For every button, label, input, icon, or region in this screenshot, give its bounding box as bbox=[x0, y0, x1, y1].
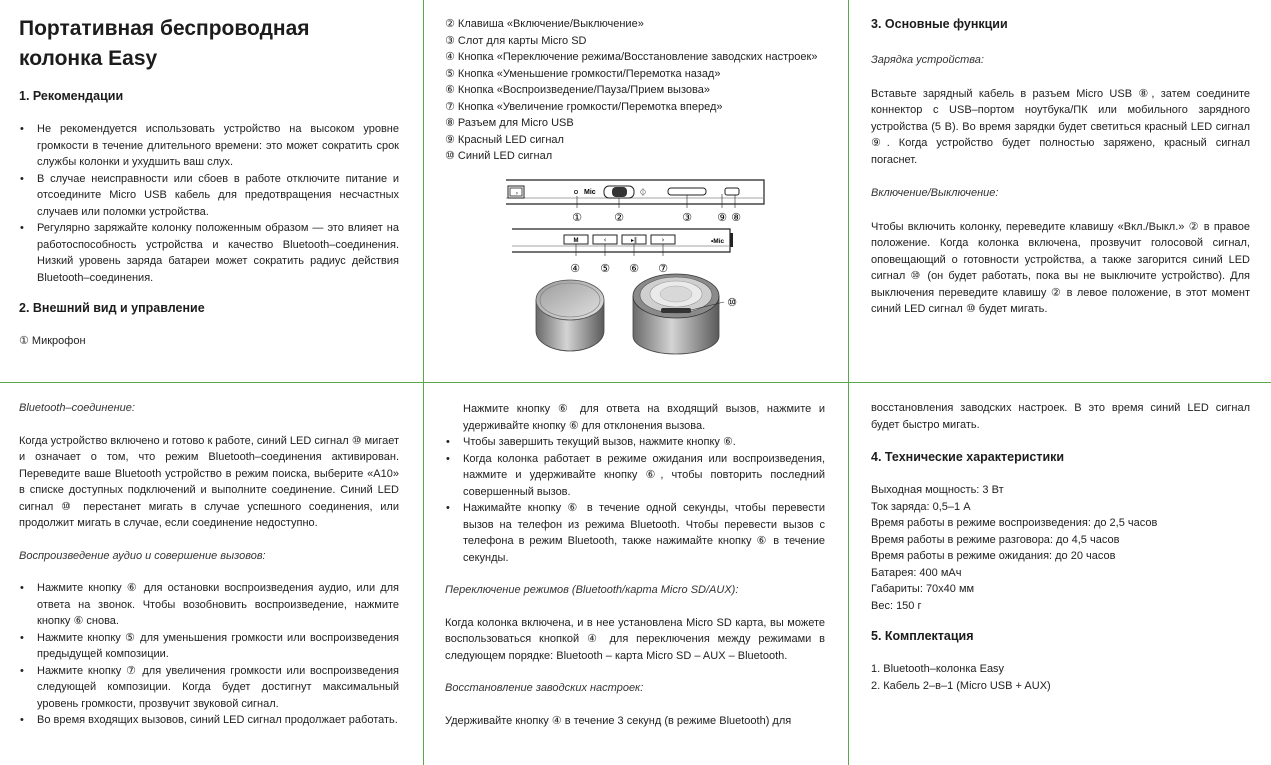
mic-label: Mic bbox=[584, 189, 596, 196]
callout-10: ⑩ bbox=[727, 296, 737, 309]
speaker-side-image bbox=[536, 280, 604, 351]
section-2-heading: 2. Внешний вид и управление bbox=[19, 301, 205, 315]
list-item: Габариты: 70х40 мм bbox=[871, 583, 975, 595]
callout-8: ⑧ bbox=[731, 211, 741, 224]
list-item: • Когда колонка работает в режиме ожидания или воспроизведения, нажмите и удерживайте кнопку ⑥, чтобы повторить последний совершенный вызов. bbox=[445, 451, 825, 501]
list-item: ⑤ Кнопка «Уменьшение громкости/Перемотка назад» bbox=[445, 67, 721, 80]
calls-list bbox=[445, 434, 825, 566]
callout-7: ⑦ bbox=[658, 262, 668, 275]
list-item: ④ Кнопка «Переключение режима/Восстановление заводских настроек» bbox=[445, 51, 818, 63]
btn-m-label: M bbox=[573, 238, 579, 244]
recommendations-list bbox=[19, 121, 399, 286]
charging-text: Вставьте зарядный кабель в разъем Micro USB ⑧, затем соедините коннектор с USB–портом ноутбука/ПК или мобильного зарядного устройства (5 В). Во время зарядки будет светиться красный LED сигнал ⑨. Когда устройство будет полностью заряжено, красный сигнал погаснет. bbox=[871, 87, 1250, 166]
mode-text: Когда колонка включена, и в нее установлена Micro SD карта, вы можете воспользоваться кнопкой ④ для переключения между режимами в следующем порядке: Bluetooth – карта Micro SD – AUX – Bluetooth. bbox=[445, 616, 825, 662]
reset-text: Удерживайте кнопку ④ в течение 3 секунд (в режиме Bluetooth) для bbox=[445, 714, 792, 727]
svg-text:‹: ‹ bbox=[603, 236, 607, 244]
section-5-heading: 5. Комплектация bbox=[871, 629, 974, 643]
section-1-heading: 1. Рекомендации bbox=[19, 89, 124, 103]
callout-3: ③ bbox=[682, 211, 692, 224]
list-item: • Нажмите кнопку ⑥ для остановки воспроизведения аудио, или для ответа на звонок. Чтобы возобновить воспроизведение, нажмите кнопку ⑥ снова. bbox=[19, 580, 399, 630]
list-item: ③ Слот для карты Micro SD bbox=[445, 34, 587, 47]
section-3-heading: 3. Основные функции bbox=[871, 17, 1008, 31]
list-item: ⑩ Синий LED сигнал bbox=[445, 150, 553, 162]
speaker-diagram bbox=[498, 176, 788, 366]
callout-2: ② bbox=[614, 211, 624, 224]
panel-col3-bottom bbox=[871, 400, 1250, 694]
callout-4: ④ bbox=[570, 262, 580, 275]
list-item: ⑧ Разъем для Micro USB bbox=[445, 117, 574, 129]
list-item: • Регулярно заряжайте колонку положенным образом — это влияет на работоспособность устройства и качество Bluetooth–соединения. Низкий уровень заряда батареи может сократить радиус действия Bluetooth–соединения. bbox=[19, 220, 399, 286]
components-list bbox=[445, 16, 835, 165]
reset-continued-text: восстановления заводских настроек. В это время синий LED сигнал будет быстро мигать. bbox=[871, 402, 1250, 431]
kit-list bbox=[871, 661, 1250, 694]
panel-col3-top bbox=[871, 16, 1250, 318]
bluetooth-heading: Bluetooth–соединение: bbox=[19, 402, 135, 414]
speaker-top-image bbox=[633, 274, 737, 354]
callout-1: ① bbox=[572, 211, 582, 224]
panel-col2-bottom bbox=[445, 401, 825, 729]
reset-heading: Восстановление заводских настроек: bbox=[445, 682, 644, 694]
list-item: ② Клавиша «Включение/Выключение» bbox=[445, 18, 644, 30]
panel-col2-top bbox=[445, 16, 835, 165]
svg-text:›: › bbox=[661, 236, 665, 244]
charging-heading: Зарядка устройства: bbox=[871, 54, 984, 66]
top-view bbox=[506, 180, 764, 224]
list-item: 2. Кабель 2–в–1 (Micro USB + AUX) bbox=[871, 679, 1051, 692]
list-item: Выходная мощность: 3 Вт bbox=[871, 484, 1004, 496]
panel-col1-bottom bbox=[19, 400, 399, 729]
callout-5: ⑤ bbox=[600, 262, 610, 275]
list-item: Батарея: 400 мАч bbox=[871, 566, 962, 579]
list-item: • Нажимайте кнопку ⑥ в течение одной секунды, чтобы перевести вызов на телефон из режима Bluetooth. Чтобы перевести вызов с телефона в режим Bluetooth, также нажимайте кнопку ⑥ в течение секунды. bbox=[445, 500, 825, 566]
list-item: Время работы в режиме ожидания: до 20 часов bbox=[871, 550, 1116, 562]
page-title bbox=[19, 14, 399, 74]
playback-list bbox=[19, 580, 399, 729]
mic-label-bottom: •Mic bbox=[711, 238, 725, 245]
power-heading: Включение/Выключение: bbox=[871, 187, 999, 199]
list-item: • Не рекомендуется использовать устройство на высоком уровне громкости в течение длительного времени: это может сократить срок службы колонки и ухудшить ваш слух. bbox=[19, 121, 399, 171]
power-text: Чтобы включить колонку, переведите клавишу «Вкл./Выкл.» ② в правое положение. Когда колонка включена, прозвучит голосовой сигнал, оповещающий о готовности устройства, а также загорится синий LED сигнал ⑩ (он будет работать, пока вы не выключите устройство). Для выключения переведите клавишу ② в левое положение, в этот момент синий LED сигнал ⑩ будет мигать. bbox=[871, 220, 1250, 315]
list-item: Время работы в режиме воспроизведения: до 2,5 часов bbox=[871, 517, 1158, 529]
bottom-view bbox=[512, 229, 733, 275]
playback-heading: Воспроизведение аудио и совершение вызовов: bbox=[19, 549, 266, 562]
list-item: ⑥ Кнопка «Воспроизведение/Пауза/Прием вызова» bbox=[445, 84, 710, 96]
list-item: ⑨ Красный LED сигнал bbox=[445, 133, 564, 146]
answer-call-text: Нажмите кнопку ⑥ для ответа на входящий вызов, нажмите и удерживайте кнопку ⑥ для отклонения вызова. bbox=[463, 403, 825, 432]
svg-text:▸‖: ▸‖ bbox=[630, 237, 638, 244]
svg-text:⏀: ⏀ bbox=[639, 188, 647, 197]
specs-list bbox=[871, 482, 1250, 614]
divider-horizontal bbox=[0, 382, 1271, 383]
list-item: • Нажмите кнопку ⑤ для уменьшения громкости или воспроизведения предыдущей композиции. bbox=[19, 630, 399, 663]
page-title-line2: колонка Easy bbox=[19, 47, 158, 70]
section-4-heading: 4. Технические характеристики bbox=[871, 450, 1065, 464]
list-item: • Чтобы завершить текущий вызов, нажмите кнопку ⑥. bbox=[445, 434, 825, 451]
component-microphone: ① Микрофон bbox=[19, 335, 86, 347]
list-item: Время работы в режиме разговора: до 4,5 часов bbox=[871, 533, 1120, 546]
list-item: • Нажмите кнопку ⑦ для увеличения громкости или воспроизведения следующей композиции. Когда будет достигнут максимальный уровень громкости, прозвучит звуковой сигнал. bbox=[19, 663, 399, 713]
bluetooth-text: Когда устройство включено и готово к работе, синий LED сигнал ⑩ мигает и означает о том, что режим Bluetooth–соединения активирован. Переведите ваше Bluetooth устройство в режим поиска, выберите «A10» в списке доступных подключений и выполните соединение. Синий LED сигнал ⑩ перестанет мигать в случае успешного соединения, или продолжит мигать в случае, если соединение недоступно. bbox=[19, 434, 400, 529]
list-item: ⑦ Кнопка «Увеличение громкости/Перемотка вперед» bbox=[445, 100, 723, 113]
page-title-line1: Портативная беспроводная bbox=[19, 17, 310, 40]
list-item: 1. Bluetooth–колонка Easy bbox=[871, 663, 1005, 675]
list-item: • В случае неисправности или сбоев в работе отключите питание и отсоедините Micro USB кабель для предотвращения несчастных случаев или поломки устройства. bbox=[19, 171, 399, 221]
list-item: • Во время входящих вызовов, синий LED сигнал продолжает работать. bbox=[19, 712, 399, 729]
callout-6: ⑥ bbox=[629, 262, 639, 275]
list-item: Вес: 150 г bbox=[871, 599, 922, 612]
list-item: Ток заряда: 0,5–1 А bbox=[871, 500, 971, 513]
panel-col1-top bbox=[19, 14, 399, 350]
callout-9: ⑨ bbox=[717, 211, 727, 224]
mode-heading: Переключение режимов (Bluetooth/карта Micro SD/AUX): bbox=[445, 584, 739, 596]
svg-text:›: › bbox=[515, 190, 519, 197]
